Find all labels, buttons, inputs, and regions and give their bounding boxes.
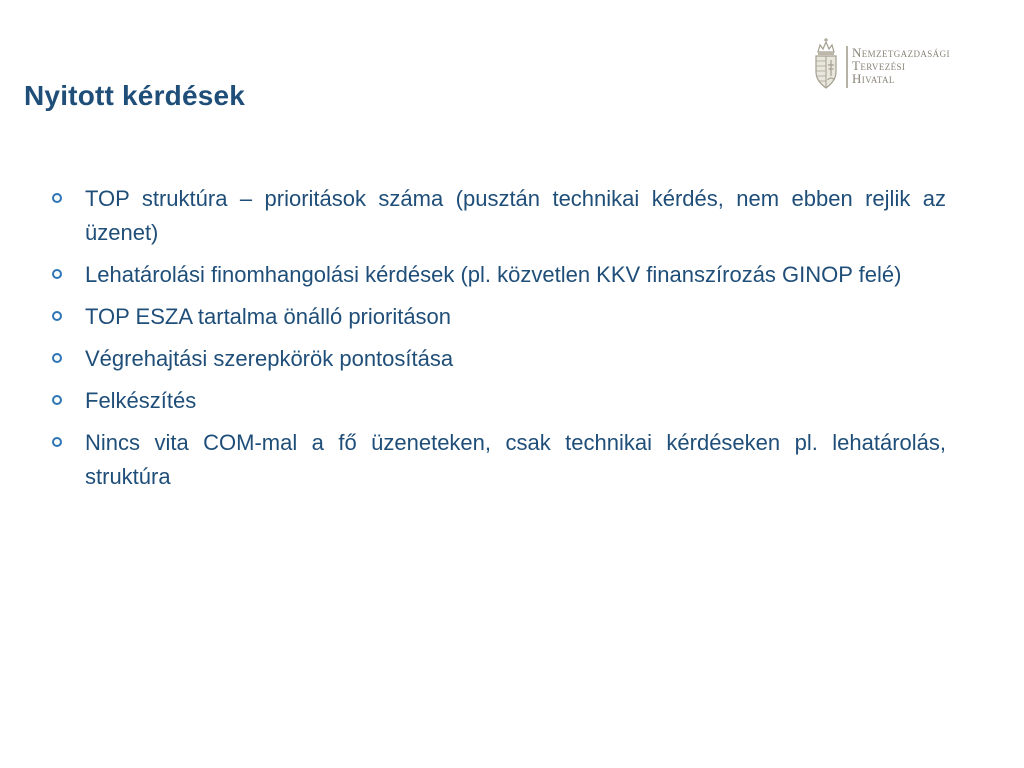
bullet-item [48, 426, 946, 494]
bullet-text: TOP ESZA tartalma önálló prioritáson [85, 304, 452, 329]
bullet-text: TOP struktúra – prioritások száma (pusztán technikai kérdés, nem ebben rejlik az üzenet) [85, 186, 946, 245]
logo-text [852, 46, 950, 85]
circle-bullet-icon [52, 269, 62, 279]
logo-line: Nemzetgazdasági [852, 45, 950, 60]
logo-divider [846, 46, 848, 88]
circle-bullet-icon [52, 437, 62, 447]
hungarian-coat-of-arms-icon [812, 38, 840, 92]
circle-bullet-icon [52, 395, 62, 405]
bullet-text: Nincs vita COM-mal a fő üzeneteken, csak technikai kérdéseken pl. lehatárolás, struktúra [85, 430, 946, 489]
logo-line: Tervezési [852, 58, 906, 73]
circle-bullet-icon [52, 353, 62, 363]
bullet-item [48, 300, 946, 334]
ngth-logo [812, 38, 1002, 94]
bullet-text: Végrehajtási szerepkörök pontosítása [85, 346, 454, 371]
bullet-item [48, 384, 946, 418]
bullet-item [48, 258, 946, 292]
circle-bullet-icon [52, 193, 62, 203]
bullet-text: Lehatárolási finomhangolási kérdések (pl. közvetlen KKV finanszírozás GINOP felé) [85, 262, 902, 287]
bullet-text: Felkészítés [85, 388, 197, 413]
bullet-item [48, 182, 946, 250]
bullet-list [48, 182, 946, 502]
logo-line: Hivatal [852, 71, 895, 86]
circle-bullet-icon [52, 311, 62, 321]
bullet-item [48, 342, 946, 376]
slide-title: Nyitott kérdések [24, 80, 246, 111]
